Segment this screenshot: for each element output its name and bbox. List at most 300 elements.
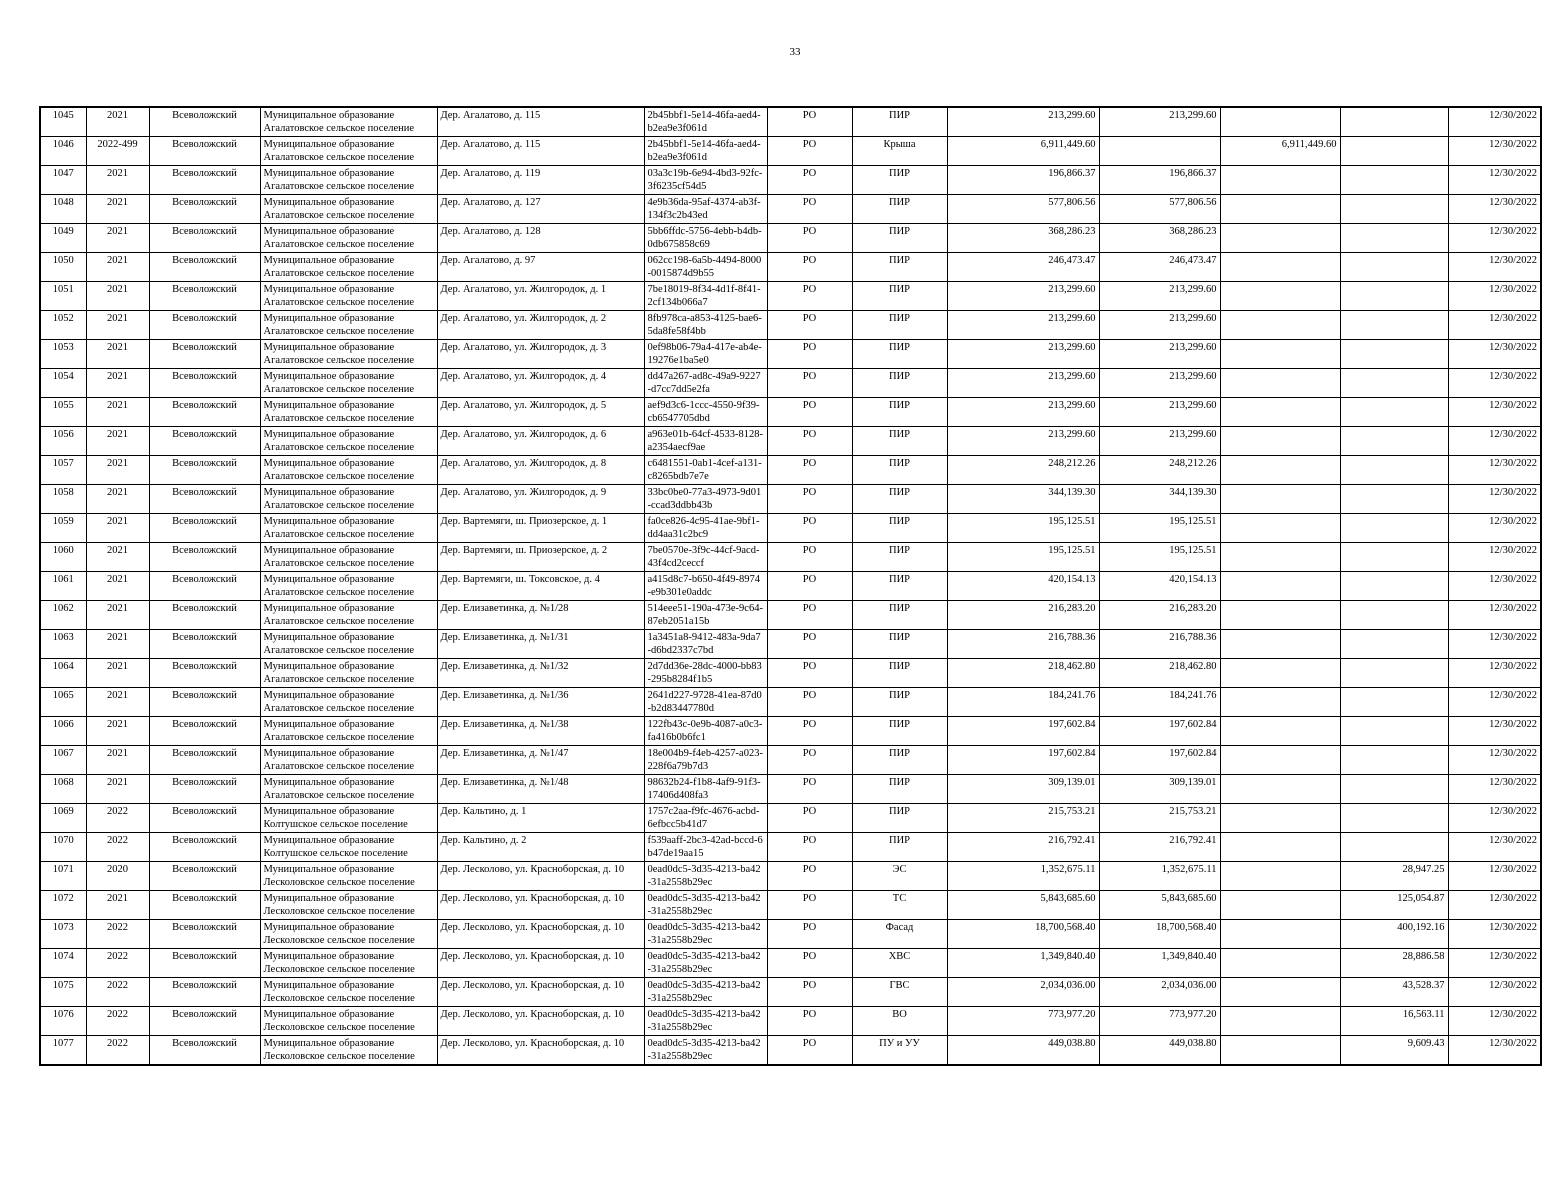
cell-house-guid: fa0ce826-4c95-41ae-9bf1-dd4aa31c2bc9 [644, 514, 767, 543]
cell-address: Дер. Лесколово, ул. Красноборская, д. 10 [437, 1036, 644, 1066]
cell-cost-2022 [1220, 340, 1340, 369]
cell-total-cost: 309,139.01 [947, 775, 1099, 804]
cell-work-type: ПИР [852, 369, 947, 398]
cell-cost-2021: 213,299.60 [1099, 398, 1220, 427]
cell-address: Дер. Агалатово, д. 127 [437, 195, 644, 224]
cell-district: Всеволожский [149, 746, 260, 775]
cell-cost-2021: 216,788.36 [1099, 630, 1220, 659]
cell-deadline: 12/30/2022 [1448, 920, 1541, 949]
cell-municipality: Муниципальное образование Агалатовское сельское поселение [260, 630, 437, 659]
cell-work-type: ПУ и УУ [852, 1036, 947, 1066]
cell-cost-extra [1340, 456, 1448, 485]
cell-cost-extra [1340, 253, 1448, 282]
cell-municipality: Муниципальное образование Агалатовское сельское поселение [260, 369, 437, 398]
cell-house-guid: dd47a267-ad8c-49a9-9227-d7cc7dd5e2fa [644, 369, 767, 398]
cell-year: 2022 [86, 1036, 149, 1066]
cell-cost-2022 [1220, 659, 1340, 688]
cell-district: Всеволожский [149, 630, 260, 659]
cell-cost-2022 [1220, 601, 1340, 630]
cell-address: Дер. Агалатово, ул. Жилгородок, д. 3 [437, 340, 644, 369]
cell-deadline: 12/30/2022 [1448, 630, 1541, 659]
cell-program: РО [767, 427, 852, 456]
cell-house-guid: aef9d3c6-1ccc-4550-9f39-cb6547705dbd [644, 398, 767, 427]
cell-cost-2022 [1220, 775, 1340, 804]
cell-row-number: 1052 [40, 311, 86, 340]
cell-cost-extra [1340, 485, 1448, 514]
cell-row-number: 1066 [40, 717, 86, 746]
cell-house-guid: 122fb43c-0e9b-4087-a0c3-fa416b0b6fc1 [644, 717, 767, 746]
cell-year: 2021 [86, 253, 149, 282]
cell-cost-2022 [1220, 369, 1340, 398]
cell-total-cost: 213,299.60 [947, 398, 1099, 427]
cell-year: 2020 [86, 862, 149, 891]
cell-cost-2022 [1220, 398, 1340, 427]
cell-deadline: 12/30/2022 [1448, 572, 1541, 601]
cell-program: РО [767, 978, 852, 1007]
cell-house-guid: 0ead0dc5-3d35-4213-ba42-31a2558b29ec [644, 862, 767, 891]
cell-municipality: Муниципальное образование Агалатовское сельское поселение [260, 166, 437, 195]
cell-program: РО [767, 340, 852, 369]
cell-house-guid: 7be18019-8f34-4d1f-8f41-2cf134b066a7 [644, 282, 767, 311]
cell-program: РО [767, 166, 852, 195]
cell-municipality: Муниципальное образование Лесколовское сельское поселение [260, 920, 437, 949]
cell-row-number: 1064 [40, 659, 86, 688]
table-row [40, 485, 1541, 514]
cell-house-guid: 1757c2aa-f9fc-4676-acbd-6efbcc5b41d7 [644, 804, 767, 833]
cell-total-cost: 216,283.20 [947, 601, 1099, 630]
cell-cost-2021: 213,299.60 [1099, 311, 1220, 340]
table-row [40, 107, 1541, 137]
cell-cost-extra [1340, 137, 1448, 166]
cell-address: Дер. Лесколово, ул. Красноборская, д. 10 [437, 891, 644, 920]
cell-cost-2021: 213,299.60 [1099, 107, 1220, 137]
cell-deadline: 12/30/2022 [1448, 485, 1541, 514]
cell-cost-2022 [1220, 166, 1340, 195]
table-row [40, 369, 1541, 398]
cell-cost-2021: 216,283.20 [1099, 601, 1220, 630]
cell-house-guid: 0ead0dc5-3d35-4213-ba42-31a2558b29ec [644, 949, 767, 978]
cell-row-number: 1051 [40, 282, 86, 311]
cell-row-number: 1050 [40, 253, 86, 282]
cell-house-guid: 1a3451a8-9412-483a-9da7-d6bd2337c7bd [644, 630, 767, 659]
cell-house-guid: 062cc198-6a5b-4494-8000-0015874d9b55 [644, 253, 767, 282]
cell-work-type: Фасад [852, 920, 947, 949]
cell-row-number: 1071 [40, 862, 86, 891]
cell-row-number: 1058 [40, 485, 86, 514]
cell-work-type: ХВС [852, 949, 947, 978]
cell-program: РО [767, 920, 852, 949]
cell-municipality: Муниципальное образование Агалатовское сельское поселение [260, 485, 437, 514]
cell-cost-2021 [1099, 137, 1220, 166]
cell-row-number: 1070 [40, 833, 86, 862]
cell-cost-2021: 420,154.13 [1099, 572, 1220, 601]
cell-cost-2022 [1220, 1007, 1340, 1036]
cell-cost-extra: 28,886.58 [1340, 949, 1448, 978]
cell-row-number: 1063 [40, 630, 86, 659]
cell-work-type: ПИР [852, 166, 947, 195]
cell-work-type: ПИР [852, 804, 947, 833]
table-row [40, 949, 1541, 978]
cell-house-guid: 2641d227-9728-41ea-87d0-b2d83447780d [644, 688, 767, 717]
cell-address: Дер. Агалатово, д. 128 [437, 224, 644, 253]
cell-municipality: Муниципальное образование Агалатовское сельское поселение [260, 659, 437, 688]
cell-row-number: 1055 [40, 398, 86, 427]
cell-year: 2021 [86, 630, 149, 659]
cell-total-cost: 1,352,675.11 [947, 862, 1099, 891]
cell-address: Дер. Агалатово, ул. Жилгородок, д. 6 [437, 427, 644, 456]
cell-row-number: 1074 [40, 949, 86, 978]
cell-row-number: 1046 [40, 137, 86, 166]
cell-deadline: 12/30/2022 [1448, 833, 1541, 862]
cell-row-number: 1059 [40, 514, 86, 543]
cell-row-number: 1069 [40, 804, 86, 833]
cell-address: Дер. Кальтино, д. 2 [437, 833, 644, 862]
cell-cost-extra [1340, 340, 1448, 369]
cell-cost-2021: 216,792.41 [1099, 833, 1220, 862]
cell-district: Всеволожский [149, 166, 260, 195]
cell-year: 2021 [86, 107, 149, 137]
table-row [40, 282, 1541, 311]
cell-year: 2021 [86, 340, 149, 369]
cell-work-type: ПИР [852, 427, 947, 456]
cell-deadline: 12/30/2022 [1448, 253, 1541, 282]
cell-program: РО [767, 804, 852, 833]
cell-address: Дер. Лесколово, ул. Красноборская, д. 10 [437, 1007, 644, 1036]
cell-cost-2021: 309,139.01 [1099, 775, 1220, 804]
cell-work-type: ПИР [852, 456, 947, 485]
cell-program: РО [767, 224, 852, 253]
table-row [40, 862, 1541, 891]
cell-row-number: 1048 [40, 195, 86, 224]
cell-cost-2022 [1220, 833, 1340, 862]
table-row [40, 978, 1541, 1007]
cell-address: Дер. Елизаветинка, д. №1/48 [437, 775, 644, 804]
cell-cost-2022 [1220, 224, 1340, 253]
cell-cost-2022 [1220, 195, 1340, 224]
cell-cost-extra [1340, 572, 1448, 601]
cell-cost-extra [1340, 398, 1448, 427]
cell-district: Всеволожский [149, 572, 260, 601]
cell-cost-extra: 28,947.25 [1340, 862, 1448, 891]
cell-program: РО [767, 601, 852, 630]
cell-address: Дер. Лесколово, ул. Красноборская, д. 10 [437, 949, 644, 978]
cell-work-type: ПИР [852, 601, 947, 630]
cell-municipality: Муниципальное образование Колтушское сельское поселение [260, 804, 437, 833]
cell-work-type: ПИР [852, 775, 947, 804]
cell-year: 2021 [86, 514, 149, 543]
cell-row-number: 1075 [40, 978, 86, 1007]
cell-cost-2021: 577,806.56 [1099, 195, 1220, 224]
cell-address: Дер. Елизаветинка, д. №1/31 [437, 630, 644, 659]
cell-cost-2022 [1220, 920, 1340, 949]
cell-cost-extra [1340, 311, 1448, 340]
table-row [40, 253, 1541, 282]
cell-row-number: 1077 [40, 1036, 86, 1066]
cell-cost-extra [1340, 543, 1448, 572]
cell-address: Дер. Лесколово, ул. Красноборская, д. 10 [437, 978, 644, 1007]
cell-deadline: 12/30/2022 [1448, 862, 1541, 891]
cell-house-guid: c6481551-0ab1-4cef-a131-c8265bdb7e7e [644, 456, 767, 485]
table-row [40, 891, 1541, 920]
cell-deadline: 12/30/2022 [1448, 456, 1541, 485]
cell-year: 2021 [86, 688, 149, 717]
cell-district: Всеволожский [149, 398, 260, 427]
cell-address: Дер. Елизаветинка, д. №1/36 [437, 688, 644, 717]
cell-program: РО [767, 107, 852, 137]
cell-cost-extra [1340, 717, 1448, 746]
cell-deadline: 12/30/2022 [1448, 166, 1541, 195]
cell-program: РО [767, 659, 852, 688]
cell-year: 2022 [86, 804, 149, 833]
cell-house-guid: 0ead0dc5-3d35-4213-ba42-31a2558b29ec [644, 891, 767, 920]
cell-municipality: Муниципальное образование Лесколовское сельское поселение [260, 978, 437, 1007]
cell-total-cost: 248,212.26 [947, 456, 1099, 485]
cell-program: РО [767, 833, 852, 862]
cell-cost-extra: 43,528.37 [1340, 978, 1448, 1007]
cell-district: Всеволожский [149, 949, 260, 978]
cell-cost-2022 [1220, 804, 1340, 833]
cell-cost-extra [1340, 833, 1448, 862]
cell-program: РО [767, 862, 852, 891]
cell-deadline: 12/30/2022 [1448, 891, 1541, 920]
table-row [40, 775, 1541, 804]
cell-work-type: ПИР [852, 282, 947, 311]
cell-cost-2021: 248,212.26 [1099, 456, 1220, 485]
cell-cost-2021: 196,866.37 [1099, 166, 1220, 195]
cell-total-cost: 197,602.84 [947, 746, 1099, 775]
cell-house-guid: f539aaff-2bc3-42ad-bccd-6b47de19aa15 [644, 833, 767, 862]
cell-deadline: 12/30/2022 [1448, 659, 1541, 688]
cell-program: РО [767, 311, 852, 340]
cell-program: РО [767, 572, 852, 601]
cell-cost-2022 [1220, 630, 1340, 659]
cell-house-guid: 18e004b9-f4eb-4257-a023-228f6a79b7d3 [644, 746, 767, 775]
cell-address: Дер. Вартемяги, ш. Приозерское, д. 2 [437, 543, 644, 572]
cell-program: РО [767, 456, 852, 485]
cell-work-type: ПИР [852, 253, 947, 282]
cell-district: Всеволожский [149, 833, 260, 862]
cell-program: РО [767, 485, 852, 514]
cell-work-type: ПИР [852, 224, 947, 253]
cell-cost-2021: 344,139.30 [1099, 485, 1220, 514]
cell-house-guid: 98632b24-f1b8-4af9-91f3-17406d408fa3 [644, 775, 767, 804]
cell-cost-2022 [1220, 1036, 1340, 1066]
cell-address: Дер. Агалатово, ул. Жилгородок, д. 2 [437, 311, 644, 340]
cell-address: Дер. Агалатово, д. 97 [437, 253, 644, 282]
cell-year: 2022 [86, 949, 149, 978]
table-row [40, 311, 1541, 340]
cell-district: Всеволожский [149, 920, 260, 949]
cell-deadline: 12/30/2022 [1448, 804, 1541, 833]
cell-total-cost: 449,038.80 [947, 1036, 1099, 1066]
cell-total-cost: 184,241.76 [947, 688, 1099, 717]
cell-work-type: ПИР [852, 572, 947, 601]
cell-deadline: 12/30/2022 [1448, 746, 1541, 775]
cell-house-guid: 5bb6ffdc-5756-4ebb-b4db-0db675858c69 [644, 224, 767, 253]
cell-cost-2022 [1220, 253, 1340, 282]
cell-row-number: 1049 [40, 224, 86, 253]
cell-cost-extra [1340, 369, 1448, 398]
cell-deadline: 12/30/2022 [1448, 543, 1541, 572]
cell-program: РО [767, 514, 852, 543]
cell-total-cost: 195,125.51 [947, 514, 1099, 543]
cell-address: Дер. Агалатово, ул. Жилгородок, д. 4 [437, 369, 644, 398]
cell-year: 2021 [86, 195, 149, 224]
cell-total-cost: 246,473.47 [947, 253, 1099, 282]
cell-district: Всеволожский [149, 137, 260, 166]
cell-house-guid: 7be0570e-3f9c-44cf-9acd-43f4cd2ceccf [644, 543, 767, 572]
cell-program: РО [767, 282, 852, 311]
cell-program: РО [767, 630, 852, 659]
cell-municipality: Муниципальное образование Агалатовское сельское поселение [260, 137, 437, 166]
cell-district: Всеволожский [149, 1036, 260, 1066]
cell-cost-extra [1340, 804, 1448, 833]
cell-cost-extra: 16,563.11 [1340, 1007, 1448, 1036]
table-row [40, 572, 1541, 601]
cell-year: 2022 [86, 1007, 149, 1036]
cell-total-cost: 577,806.56 [947, 195, 1099, 224]
cell-program: РО [767, 398, 852, 427]
cell-cost-extra [1340, 282, 1448, 311]
cell-address: Дер. Елизаветинка, д. №1/47 [437, 746, 644, 775]
cell-cost-2021: 213,299.60 [1099, 369, 1220, 398]
cell-total-cost: 213,299.60 [947, 282, 1099, 311]
cell-cost-2022 [1220, 572, 1340, 601]
cell-district: Всеволожский [149, 543, 260, 572]
cell-municipality: Муниципальное образование Лесколовское сельское поселение [260, 949, 437, 978]
cell-year: 2021 [86, 369, 149, 398]
cell-address: Дер. Агалатово, ул. Жилгородок, д. 8 [437, 456, 644, 485]
cell-house-guid: 0ead0dc5-3d35-4213-ba42-31a2558b29ec [644, 1007, 767, 1036]
cell-work-type: ПИР [852, 311, 947, 340]
cell-cost-2021: 246,473.47 [1099, 253, 1220, 282]
table-row [40, 630, 1541, 659]
cell-address: Дер. Елизаветинка, д. №1/32 [437, 659, 644, 688]
cell-total-cost: 2,034,036.00 [947, 978, 1099, 1007]
cell-address: Дер. Агалатово, д. 115 [437, 107, 644, 137]
cell-cost-extra [1340, 195, 1448, 224]
cell-deadline: 12/30/2022 [1448, 1036, 1541, 1066]
cell-house-guid: 0ead0dc5-3d35-4213-ba42-31a2558b29ec [644, 1036, 767, 1066]
cell-total-cost: 213,299.60 [947, 427, 1099, 456]
cell-row-number: 1062 [40, 601, 86, 630]
cell-address: Дер. Агалатово, д. 115 [437, 137, 644, 166]
cell-cost-2022 [1220, 746, 1340, 775]
cell-municipality: Муниципальное образование Колтушское сельское поселение [260, 833, 437, 862]
table-row [40, 456, 1541, 485]
cell-year: 2021 [86, 427, 149, 456]
cell-cost-2021: 368,286.23 [1099, 224, 1220, 253]
cell-municipality: Муниципальное образование Лесколовское сельское поселение [260, 1007, 437, 1036]
cell-house-guid: a963e01b-64cf-4533-8128-a2354aecf9ae [644, 427, 767, 456]
cell-program: РО [767, 949, 852, 978]
cell-deadline: 12/30/2022 [1448, 311, 1541, 340]
cell-municipality: Муниципальное образование Лесколовское сельское поселение [260, 1036, 437, 1066]
cell-address: Дер. Агалатово, ул. Жилгородок, д. 5 [437, 398, 644, 427]
cell-address: Дер. Вартемяги, ш. Приозерское, д. 1 [437, 514, 644, 543]
cell-cost-2021: 1,352,675.11 [1099, 862, 1220, 891]
cell-cost-2021: 218,462.80 [1099, 659, 1220, 688]
cell-total-cost: 218,462.80 [947, 659, 1099, 688]
cell-cost-2021: 195,125.51 [1099, 514, 1220, 543]
cell-municipality: Муниципальное образование Агалатовское сельское поселение [260, 572, 437, 601]
cell-cost-2022 [1220, 485, 1340, 514]
cell-row-number: 1068 [40, 775, 86, 804]
table-row [40, 340, 1541, 369]
table-row [40, 601, 1541, 630]
cell-deadline: 12/30/2022 [1448, 978, 1541, 1007]
cell-municipality: Муниципальное образование Агалатовское сельское поселение [260, 107, 437, 137]
cell-cost-extra: 9,609.43 [1340, 1036, 1448, 1066]
cell-work-type: ПИР [852, 717, 947, 746]
cell-house-guid: a415d8c7-b650-4f49-8974-e9b301e0addc [644, 572, 767, 601]
cell-house-guid: 33bc0be0-77a3-4973-9d01-ccad3ddbb43b [644, 485, 767, 514]
cell-cost-2022 [1220, 514, 1340, 543]
cell-row-number: 1076 [40, 1007, 86, 1036]
cell-row-number: 1053 [40, 340, 86, 369]
cell-cost-2021: 5,843,685.60 [1099, 891, 1220, 920]
cell-total-cost: 216,788.36 [947, 630, 1099, 659]
cell-municipality: Муниципальное образование Агалатовское сельское поселение [260, 601, 437, 630]
table-row [40, 659, 1541, 688]
cell-district: Всеволожский [149, 688, 260, 717]
table-row [40, 427, 1541, 456]
cell-program: РО [767, 717, 852, 746]
cell-year: 2021 [86, 224, 149, 253]
cell-total-cost: 213,299.60 [947, 340, 1099, 369]
cell-work-type: ВО [852, 1007, 947, 1036]
cell-cost-extra [1340, 630, 1448, 659]
cell-cost-2022 [1220, 282, 1340, 311]
cell-deadline: 12/30/2022 [1448, 107, 1541, 137]
cell-municipality: Муниципальное образование Лесколовское сельское поселение [260, 891, 437, 920]
table-row [40, 166, 1541, 195]
cell-municipality: Муниципальное образование Агалатовское сельское поселение [260, 543, 437, 572]
cell-district: Всеволожский [149, 978, 260, 1007]
cell-program: РО [767, 891, 852, 920]
cell-cost-extra [1340, 659, 1448, 688]
cell-district: Всеволожский [149, 282, 260, 311]
cell-total-cost: 213,299.60 [947, 107, 1099, 137]
cell-cost-2022 [1220, 978, 1340, 1007]
cell-year: 2021 [86, 659, 149, 688]
cell-cost-extra [1340, 746, 1448, 775]
cell-cost-2021: 773,977.20 [1099, 1007, 1220, 1036]
cell-cost-2022 [1220, 456, 1340, 485]
cell-total-cost: 344,139.30 [947, 485, 1099, 514]
cell-year: 2022 [86, 833, 149, 862]
cell-cost-extra [1340, 688, 1448, 717]
cell-address: Дер. Лесколово, ул. Красноборская, д. 10 [437, 920, 644, 949]
cell-district: Всеволожский [149, 514, 260, 543]
cell-cost-extra [1340, 775, 1448, 804]
cell-program: РО [767, 543, 852, 572]
cell-cost-2021: 2,034,036.00 [1099, 978, 1220, 1007]
cell-year: 2021 [86, 572, 149, 601]
cell-total-cost: 195,125.51 [947, 543, 1099, 572]
cell-cost-2021: 1,349,840.40 [1099, 949, 1220, 978]
cell-program: РО [767, 369, 852, 398]
cell-address: Дер. Кальтино, д. 1 [437, 804, 644, 833]
cell-cost-extra [1340, 514, 1448, 543]
cell-house-guid: 03a3c19b-6e94-4bd3-92fc-3f6235cf54d5 [644, 166, 767, 195]
cell-program: РО [767, 1036, 852, 1066]
cell-cost-2021: 213,299.60 [1099, 340, 1220, 369]
registry-table [39, 106, 1542, 1066]
cell-house-guid: 0ead0dc5-3d35-4213-ba42-31a2558b29ec [644, 978, 767, 1007]
cell-year: 2022-499 [86, 137, 149, 166]
cell-address: Дер. Агалатово, ул. Жилгородок, д. 1 [437, 282, 644, 311]
